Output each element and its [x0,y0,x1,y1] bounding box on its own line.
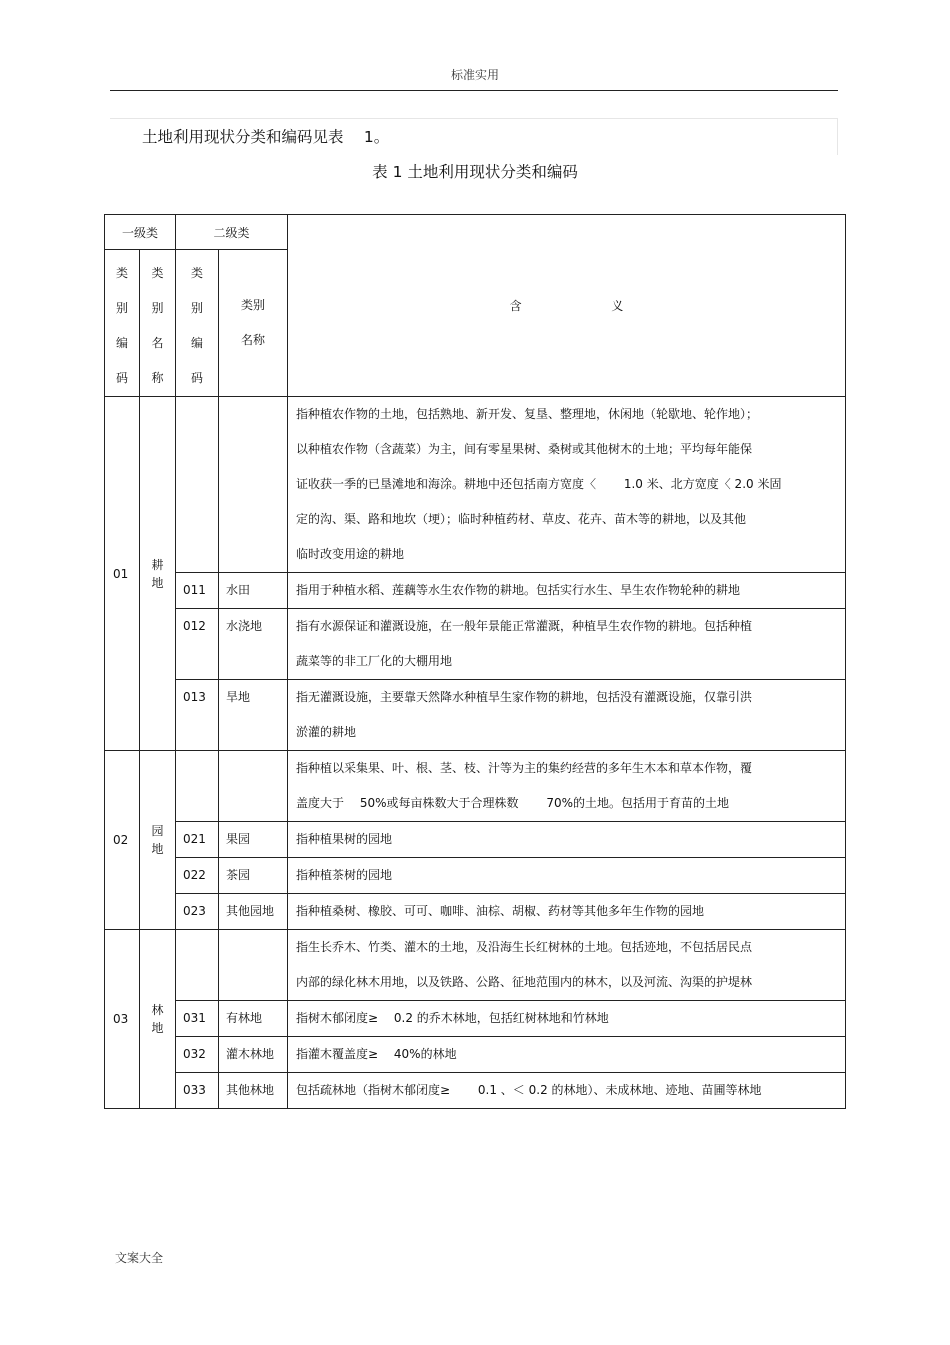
subcategory-name [219,609,288,680]
subcategory-code: 011 [176,573,219,609]
subcategory-name [219,680,288,751]
category-name-char: 地 [151,1021,164,1035]
subcategory-row [105,573,846,609]
subcategory-description [288,573,846,609]
subcategory-code: 013 [176,680,219,751]
subcategory-description [288,894,846,930]
page-header: 标准实用 [450,68,499,82]
text-line: 内部的绿化林木用地，以及铁路、公路、征地范围内的林木，以及河流、沟渠的护堤林 [296,975,753,989]
table-title: 表 1 土地利用现状分类和编码 [372,163,578,181]
header-category-code-1: 类 别 编 码 [105,250,140,397]
subcategory-row [105,680,846,751]
text-line: 灌木林 [226,1047,263,1061]
category-name [140,930,176,1109]
category-row [105,397,846,573]
intro-text: 土地利用现状分类和编码见表 1。 [142,128,390,146]
text-line: 指种植以采集果、叶、根、茎、枝、汁等为主的集约经营的多年生木本和草本作物，覆 [296,761,753,775]
text-line: 蔬菜等的非工厂化的大棚用地 [296,654,453,668]
text-line: 指灌木覆盖度≥ 40%的林地 [296,1047,457,1061]
subcategory-name [219,822,288,858]
text-line: 指种植茶树的园地 [296,868,393,882]
category-row [105,751,846,822]
subcategory-row [105,609,846,680]
header-meaning: 含 义 [288,215,846,397]
text-line: 以种植农作物（含蔬菜）为主，间有零星果树、桑树或其他树木的土地；平均每年能保 [296,442,753,456]
subcategory-row [105,858,846,894]
text-line: 地 [262,904,275,918]
category-name-char: 地 [151,842,164,856]
land-use-table [104,214,846,1109]
category-name-char: 林 [151,1003,164,1017]
text-line: 其他林 [226,1083,263,1097]
category-description [288,751,846,822]
empty-subcode-cell [176,751,219,822]
empty-subname-cell [219,930,288,1001]
header-rule [110,90,838,91]
text-line: 旱地 [226,690,251,704]
text-line: 证收获一季的已垦滩地和海涂。耕地中还包括南方宽度〈 1.0 米、北方宽度〈 2.0 米固 [296,477,782,491]
text-line: 指有水源保证和灌溉设施，在一般年景能正常灌溉，种植旱生农作物的耕地。包括种植 [296,619,753,633]
category-row [105,930,846,1001]
category-name-char: 园 [151,824,164,838]
text-line: 指种植桑树、橡胶、可可、咖啡、油棕、胡椒、药材等其他多年生作物的园地 [296,904,705,918]
subcategory-row [105,1037,846,1073]
subcategory-description [288,680,846,751]
text-line: 地 [262,1083,275,1097]
subcategory-row [105,894,846,930]
subcategory-code: 022 [176,858,219,894]
text-line: 水浇地 [226,619,263,633]
header-level2: 二级类 [176,215,288,250]
subcategory-code: 021 [176,822,219,858]
subcategory-code: 032 [176,1037,219,1073]
subcategory-description [288,858,846,894]
text-line: 其他园 [226,904,263,918]
subcategory-description [288,1073,846,1109]
subcategory-row [105,1073,846,1109]
text-line: 定的沟、渠、路和地坎（埂）；临时种植药材、草皮、花卉、苗木等的耕地，以及其他 [296,512,747,526]
subcategory-name [219,1001,288,1037]
subcategory-description [288,609,846,680]
subcategory-name [219,894,288,930]
category-description [288,397,846,573]
category-name-char: 地 [151,575,164,590]
subcategory-code: 033 [176,1073,219,1109]
text-line: 盖度大于 50%或每亩株数大于合理株数 70%的土地。包括用于育苗的土地 [296,796,730,810]
subcategory-description [288,822,846,858]
text-line: 淤灌的耕地 [296,725,357,739]
empty-subname-cell [219,751,288,822]
text-line: 果园 [226,832,251,846]
text-line: 指无灌溉设施，主要靠天然降水种植旱生家作物的耕地，包括没有灌溉设施，仅靠引洪 [296,690,753,704]
header-level1: 一级类 [105,215,176,250]
category-code: 03 [105,930,140,1109]
empty-subname-cell [219,397,288,573]
text-line: 茶园 [226,868,251,882]
category-name-char: 耕 [151,557,164,572]
subcategory-name [219,1073,288,1109]
category-name [140,751,176,930]
empty-subcode-cell [176,397,219,573]
subcategory-name [219,573,288,609]
subcategory-row [105,1001,846,1037]
subcategory-name [219,858,288,894]
header-category-name-2: 类别 名称 [219,250,288,397]
subcategory-code: 031 [176,1001,219,1037]
text-line: 指种植果树的园地 [296,832,393,846]
category-description [288,930,846,1001]
text-line: 有林地 [226,1011,263,1025]
text-line: 包括疏林地（指树木郁闭度≥ 0.1 、＜ 0.2 的林地）、未成林地、迹地、苗圃等林地 [296,1083,762,1097]
text-line: 指种植农作物的土地，包括熟地、新开发、复垦、整理地，休闲地（轮歇地、轮作地）； [296,407,759,421]
text-line: 地 [262,1047,275,1061]
page-footer: 文案大全 [115,1251,164,1265]
subcategory-description [288,1001,846,1037]
subcategory-name [219,1037,288,1073]
text-line: 水田 [226,583,251,597]
category-code: 01 [105,397,140,751]
subcategory-row [105,822,846,858]
text-line: 指树木郁闭度≥ 0.2 的乔木林地，包括红树林地和竹林地 [296,1011,609,1025]
text-line: 指生长乔木、竹类、灌木的土地，及沿海生长红树林的土地。包括迹地，不包括居民点 [296,940,753,954]
header-category-name-1: 类 别 名 称 [140,250,176,397]
category-code: 02 [105,751,140,930]
empty-subcode-cell [176,930,219,1001]
header-category-code-2: 类 别 编 码 [176,250,219,397]
category-name [140,397,176,751]
text-line: 临时改变用途的耕地 [296,547,405,561]
text-line: 指用于种植水稻、莲藕等水生农作物的耕地。包括实行水生、旱生农作物轮种的耕地 [296,583,741,597]
subcategory-code: 012 [176,609,219,680]
subcategory-description [288,1037,846,1073]
subcategory-code: 023 [176,894,219,930]
